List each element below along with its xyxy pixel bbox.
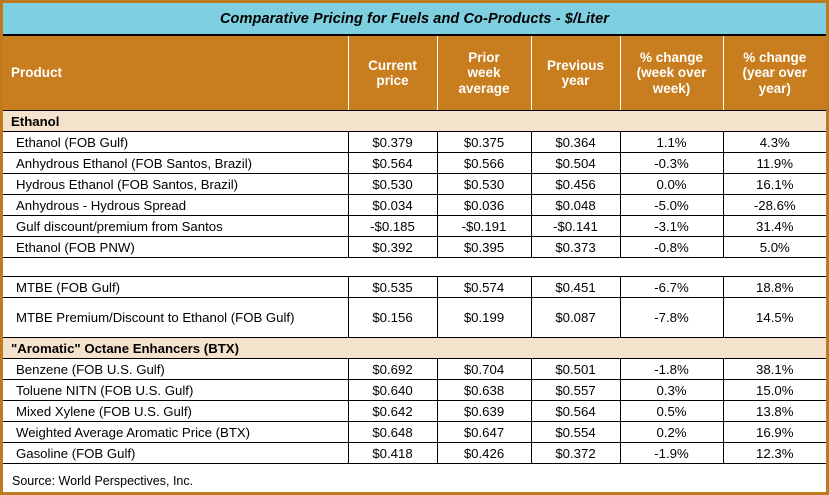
cell-product: Gasoline (FOB Gulf) (3, 443, 348, 464)
cell-previous-year: $0.564 (531, 401, 620, 422)
cell-week-over-week: -1.8% (620, 359, 723, 380)
column-header-line: (week over (636, 65, 707, 81)
table-row (3, 422, 826, 443)
column-header-line: Previous (546, 57, 605, 73)
cell-week-over-week: 0.0% (620, 174, 723, 195)
cell-week-over-week: 0.3% (620, 380, 723, 401)
cell-prior-week-average: $0.574 (437, 277, 531, 298)
cell-week-over-week: -0.3% (620, 153, 723, 174)
cell-prior-week-average: -$0.191 (437, 216, 531, 237)
table-row (3, 443, 826, 464)
column-header-product: Product (3, 36, 348, 111)
column-header-prior-week-average (437, 36, 531, 111)
cell-year-over-year: 16.9% (723, 422, 826, 443)
cell-product: Hydrous Ethanol (FOB Santos, Brazil) (3, 174, 348, 195)
column-header-current-price (348, 36, 437, 111)
cell-previous-year: $0.451 (531, 277, 620, 298)
cell-week-over-week: -6.7% (620, 277, 723, 298)
table-spacer-row (3, 258, 826, 277)
cell-product: Mixed Xylene (FOB U.S. Gulf) (3, 401, 348, 422)
cell-week-over-week: 0.5% (620, 401, 723, 422)
cell-previous-year: $0.504 (531, 153, 620, 174)
column-header-line: % change (743, 50, 807, 66)
cell-product: MTBE Premium/Discount to Ethanol (FOB Gulf) (3, 298, 348, 338)
cell-current-price: $0.648 (348, 422, 437, 443)
cell-previous-year: $0.501 (531, 359, 620, 380)
cell-current-price: $0.535 (348, 277, 437, 298)
column-header-week-over-week (620, 36, 723, 111)
table-row (3, 380, 826, 401)
column-header-line: week) (652, 80, 691, 96)
title-bar (3, 3, 826, 36)
column-header-line: week (467, 65, 501, 81)
cell-year-over-year: 31.4% (723, 216, 826, 237)
table-body (3, 111, 826, 464)
cell-product: Toluene NITN (FOB U.S. Gulf) (3, 380, 348, 401)
cell-previous-year: $0.554 (531, 422, 620, 443)
table-section-row (3, 111, 826, 132)
cell-current-price: $0.418 (348, 443, 437, 464)
page-title: Comparative Pricing for Fuels and Co-Products - $/Liter (219, 10, 609, 27)
cell-year-over-year: 15.0% (723, 380, 826, 401)
cell-prior-week-average: $0.647 (437, 422, 531, 443)
cell-prior-week-average: $0.426 (437, 443, 531, 464)
cell-previous-year: $0.373 (531, 237, 620, 258)
cell-year-over-year: 11.9% (723, 153, 826, 174)
column-header-year-over-year (723, 36, 826, 111)
cell-previous-year: $0.048 (531, 195, 620, 216)
cell-product: MTBE (FOB Gulf) (3, 277, 348, 298)
cell-year-over-year: -28.6% (723, 195, 826, 216)
table-row (3, 216, 826, 237)
cell-previous-year: $0.456 (531, 174, 620, 195)
cell-prior-week-average: $0.639 (437, 401, 531, 422)
column-header-line: average (458, 80, 510, 96)
column-header-line: year) (758, 80, 791, 96)
cell-product: Anhydrous - Hydrous Spread (3, 195, 348, 216)
table-row (3, 298, 826, 338)
column-header-line: Current (368, 57, 417, 73)
cell-current-price: $0.156 (348, 298, 437, 338)
cell-week-over-week: -7.8% (620, 298, 723, 338)
cell-year-over-year: 13.8% (723, 401, 826, 422)
section-label: Ethanol (3, 111, 826, 132)
cell-product: Anhydrous Ethanol (FOB Santos, Brazil) (3, 153, 348, 174)
column-header-line: (year over (742, 65, 808, 81)
cell-year-over-year: 16.1% (723, 174, 826, 195)
cell-week-over-week: 0.2% (620, 422, 723, 443)
cell-prior-week-average: $0.395 (437, 237, 531, 258)
column-header-line: Prior (468, 50, 500, 66)
spacer-cell (3, 258, 826, 277)
cell-previous-year: $0.087 (531, 298, 620, 338)
table-row (3, 195, 826, 216)
cell-product: Gulf discount/premium from Santos (3, 216, 348, 237)
cell-prior-week-average: $0.375 (437, 132, 531, 153)
cell-week-over-week: 1.1% (620, 132, 723, 153)
table-row (3, 359, 826, 380)
cell-previous-year: -$0.141 (531, 216, 620, 237)
table-header-row (3, 36, 826, 111)
cell-prior-week-average: $0.199 (437, 298, 531, 338)
table-row (3, 153, 826, 174)
cell-product: Benzene (FOB U.S. Gulf) (3, 359, 348, 380)
cell-previous-year: $0.364 (531, 132, 620, 153)
table-row (3, 174, 826, 195)
cell-previous-year: $0.372 (531, 443, 620, 464)
cell-week-over-week: -5.0% (620, 195, 723, 216)
cell-prior-week-average: $0.638 (437, 380, 531, 401)
cell-week-over-week: -0.8% (620, 237, 723, 258)
cell-current-price: $0.530 (348, 174, 437, 195)
table-header (3, 36, 826, 111)
cell-year-over-year: 38.1% (723, 359, 826, 380)
cell-prior-week-average: $0.036 (437, 195, 531, 216)
source-note (3, 470, 826, 492)
pricing-table (3, 36, 826, 464)
column-header-line: year (561, 73, 590, 88)
cell-previous-year: $0.557 (531, 380, 620, 401)
cell-year-over-year: 5.0% (723, 237, 826, 258)
column-header-previous-year (531, 36, 620, 111)
table-section-row (3, 338, 826, 359)
cell-prior-week-average: $0.566 (437, 153, 531, 174)
section-label: "Aromatic" Octane Enhancers (BTX) (3, 338, 826, 359)
cell-current-price: -$0.185 (348, 216, 437, 237)
cell-current-price: $0.379 (348, 132, 437, 153)
cell-product: Ethanol (FOB PNW) (3, 237, 348, 258)
cell-product: Weighted Average Aromatic Price (BTX) (3, 422, 348, 443)
cell-current-price: $0.642 (348, 401, 437, 422)
cell-year-over-year: 4.3% (723, 132, 826, 153)
cell-week-over-week: -1.9% (620, 443, 723, 464)
table-row (3, 401, 826, 422)
cell-year-over-year: 14.5% (723, 298, 826, 338)
cell-current-price: $0.640 (348, 380, 437, 401)
cell-current-price: $0.034 (348, 195, 437, 216)
table-row (3, 277, 826, 298)
cell-current-price: $0.564 (348, 153, 437, 174)
source-text: Source: World Perspectives, Inc. (12, 474, 194, 488)
cell-prior-week-average: $0.704 (437, 359, 531, 380)
cell-year-over-year: 12.3% (723, 443, 826, 464)
column-header-line: price (376, 73, 409, 88)
column-header-line: % change (639, 50, 704, 66)
cell-current-price: $0.392 (348, 237, 437, 258)
cell-week-over-week: -3.1% (620, 216, 723, 237)
table-row (3, 237, 826, 258)
table-row (3, 132, 826, 153)
cell-year-over-year: 18.8% (723, 277, 826, 298)
cell-product: Ethanol (FOB Gulf) (3, 132, 348, 153)
cell-current-price: $0.692 (348, 359, 437, 380)
cell-prior-week-average: $0.530 (437, 174, 531, 195)
